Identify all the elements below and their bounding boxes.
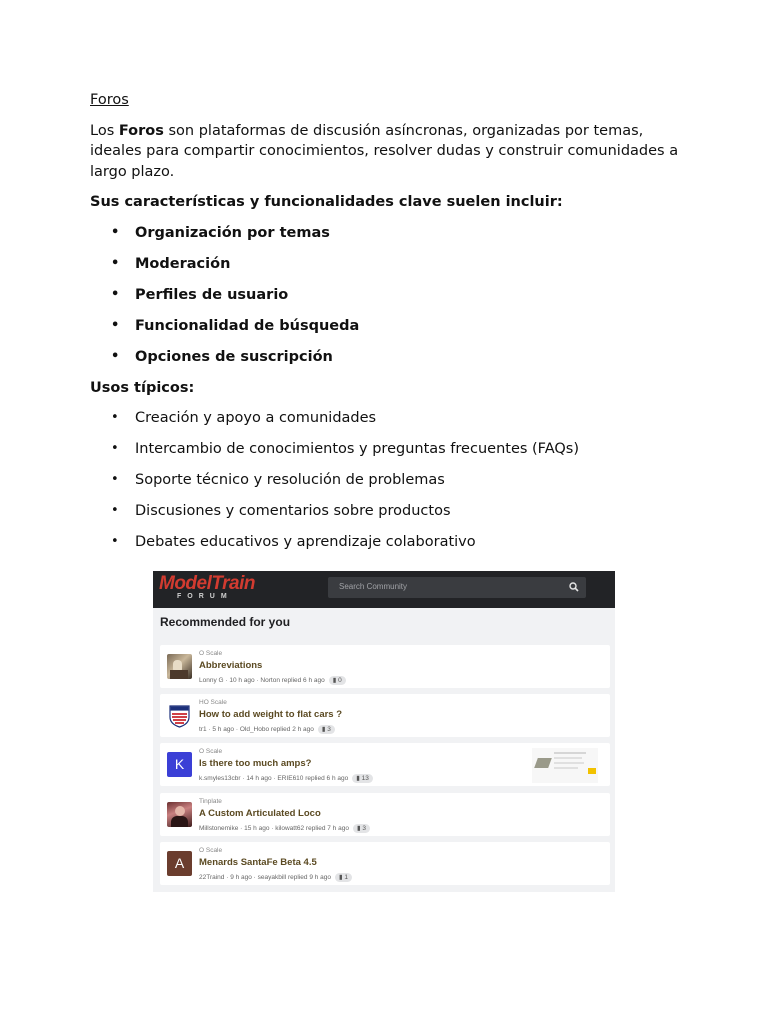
document [90, 90, 690, 563]
reply-count-badge: ▮ 1 [335, 873, 352, 882]
avatar[interactable]: K [167, 752, 192, 777]
thread-meta [199, 873, 352, 882]
thread-category[interactable]: HO Scale [199, 699, 227, 706]
search-placeholder: Search Community [339, 582, 408, 591]
list-item: • Opciones de suscripción [90, 347, 690, 368]
thread-meta-text: 22Traind · 9 h ago · seayakbill replied 9 h ago [199, 874, 332, 882]
union-pacific-logo-icon [167, 703, 192, 728]
reply-count-badge: ▮ 13 [352, 774, 373, 783]
thread-title[interactable]: A Custom Articulated Loco [199, 808, 321, 819]
list-item: • Creación y apoyo a comunidades [90, 408, 690, 429]
list-item: • Discusiones y comentarios sobre productos [90, 501, 690, 522]
thread-meta [199, 824, 370, 833]
section-title: Recommended for you [160, 615, 291, 629]
list-item: • Moderación [90, 254, 690, 275]
document-title: Foros [90, 92, 129, 108]
list-item: • Intercambio de conocimientos y preguntas frecuentes (FAQs) [90, 439, 690, 460]
reply-count: 13 [361, 775, 369, 782]
reply-count: 3 [327, 726, 331, 733]
thread-category[interactable]: O Scale [199, 650, 223, 657]
thread-title[interactable]: Abbreviations [199, 660, 263, 671]
reply-count: 3 [362, 825, 366, 832]
thread-category[interactable]: O Scale [199, 748, 223, 755]
search-icon[interactable] [568, 581, 580, 593]
uses-heading: Usos típicos: [90, 379, 195, 396]
thread-card[interactable] [160, 842, 610, 885]
avatar[interactable] [167, 654, 192, 679]
avatar[interactable] [167, 703, 192, 728]
forum-header [153, 571, 615, 608]
reply-count-badge: ▮ 0 [329, 676, 346, 685]
thread-meta [199, 725, 335, 734]
forum-logo[interactable]: ModelTrain [159, 573, 255, 594]
intro-prefix: Los [90, 122, 119, 139]
list-item: • Soporte técnico y resolución de problemas [90, 470, 690, 491]
thread-meta-text: Millstonemike · 15 h ago · kilowatt62 replied 7 h ago [199, 825, 349, 833]
thread-card[interactable] [160, 793, 610, 836]
thread-title[interactable]: How to add weight to flat cars ? [199, 709, 343, 720]
thread-meta [199, 676, 346, 685]
reply-count-badge: ▮ 3 [353, 824, 370, 833]
thread-category[interactable]: O Scale [199, 847, 223, 854]
avatar[interactable] [167, 802, 192, 827]
thread-title[interactable]: Is there too much amps? [199, 758, 312, 769]
thread-meta-text: k.smyles13cbr · 14 h ago · ERIE610 replied 6 h ago [199, 775, 349, 783]
reply-count-badge: ▮ 3 [318, 725, 335, 734]
features-list [90, 223, 690, 368]
uses-list [90, 408, 690, 553]
search-input[interactable] [328, 577, 586, 598]
avatar[interactable]: A [167, 851, 192, 876]
intro-rest: son plataformas de discusión asíncronas, organizadas por temas, ideales para compartir conocimientos, resolver dudas y construir comunidades a largo plazo. [90, 122, 679, 180]
intro-bold: Foros [118, 122, 164, 139]
list-item: • Funcionalidad de búsqueda [90, 316, 690, 337]
forum-logo-subtitle: FORUM [177, 593, 233, 600]
reply-count: 1 [344, 874, 349, 881]
thread-thumbnail[interactable] [532, 748, 598, 783]
thread-card[interactable] [160, 645, 610, 688]
thread-card[interactable] [160, 694, 610, 737]
thread-category[interactable]: Tinplate [199, 798, 222, 805]
thread-card[interactable] [160, 743, 610, 786]
list-item: • Organización por temas [90, 223, 690, 244]
thread-title[interactable]: Menards SantaFe Beta 4.5 [199, 857, 317, 868]
thread-meta-text: Lonny G · 10 h ago · Norton replied 6 h ago [199, 677, 325, 685]
features-heading: Sus características y funcionalidades clave suelen incluir: [90, 194, 563, 210]
list-item: • Debates educativos y aprendizaje colaborativo [90, 532, 690, 553]
thread-meta-text: tr1 · 5 h ago · Old_Hobo replied 2 h ago [199, 726, 314, 734]
intro-paragraph [90, 121, 690, 183]
list-item: • Perfiles de usuario [90, 285, 690, 306]
reply-count: 0 [338, 677, 342, 684]
thread-meta [199, 774, 373, 783]
forum-screenshot [153, 571, 615, 892]
